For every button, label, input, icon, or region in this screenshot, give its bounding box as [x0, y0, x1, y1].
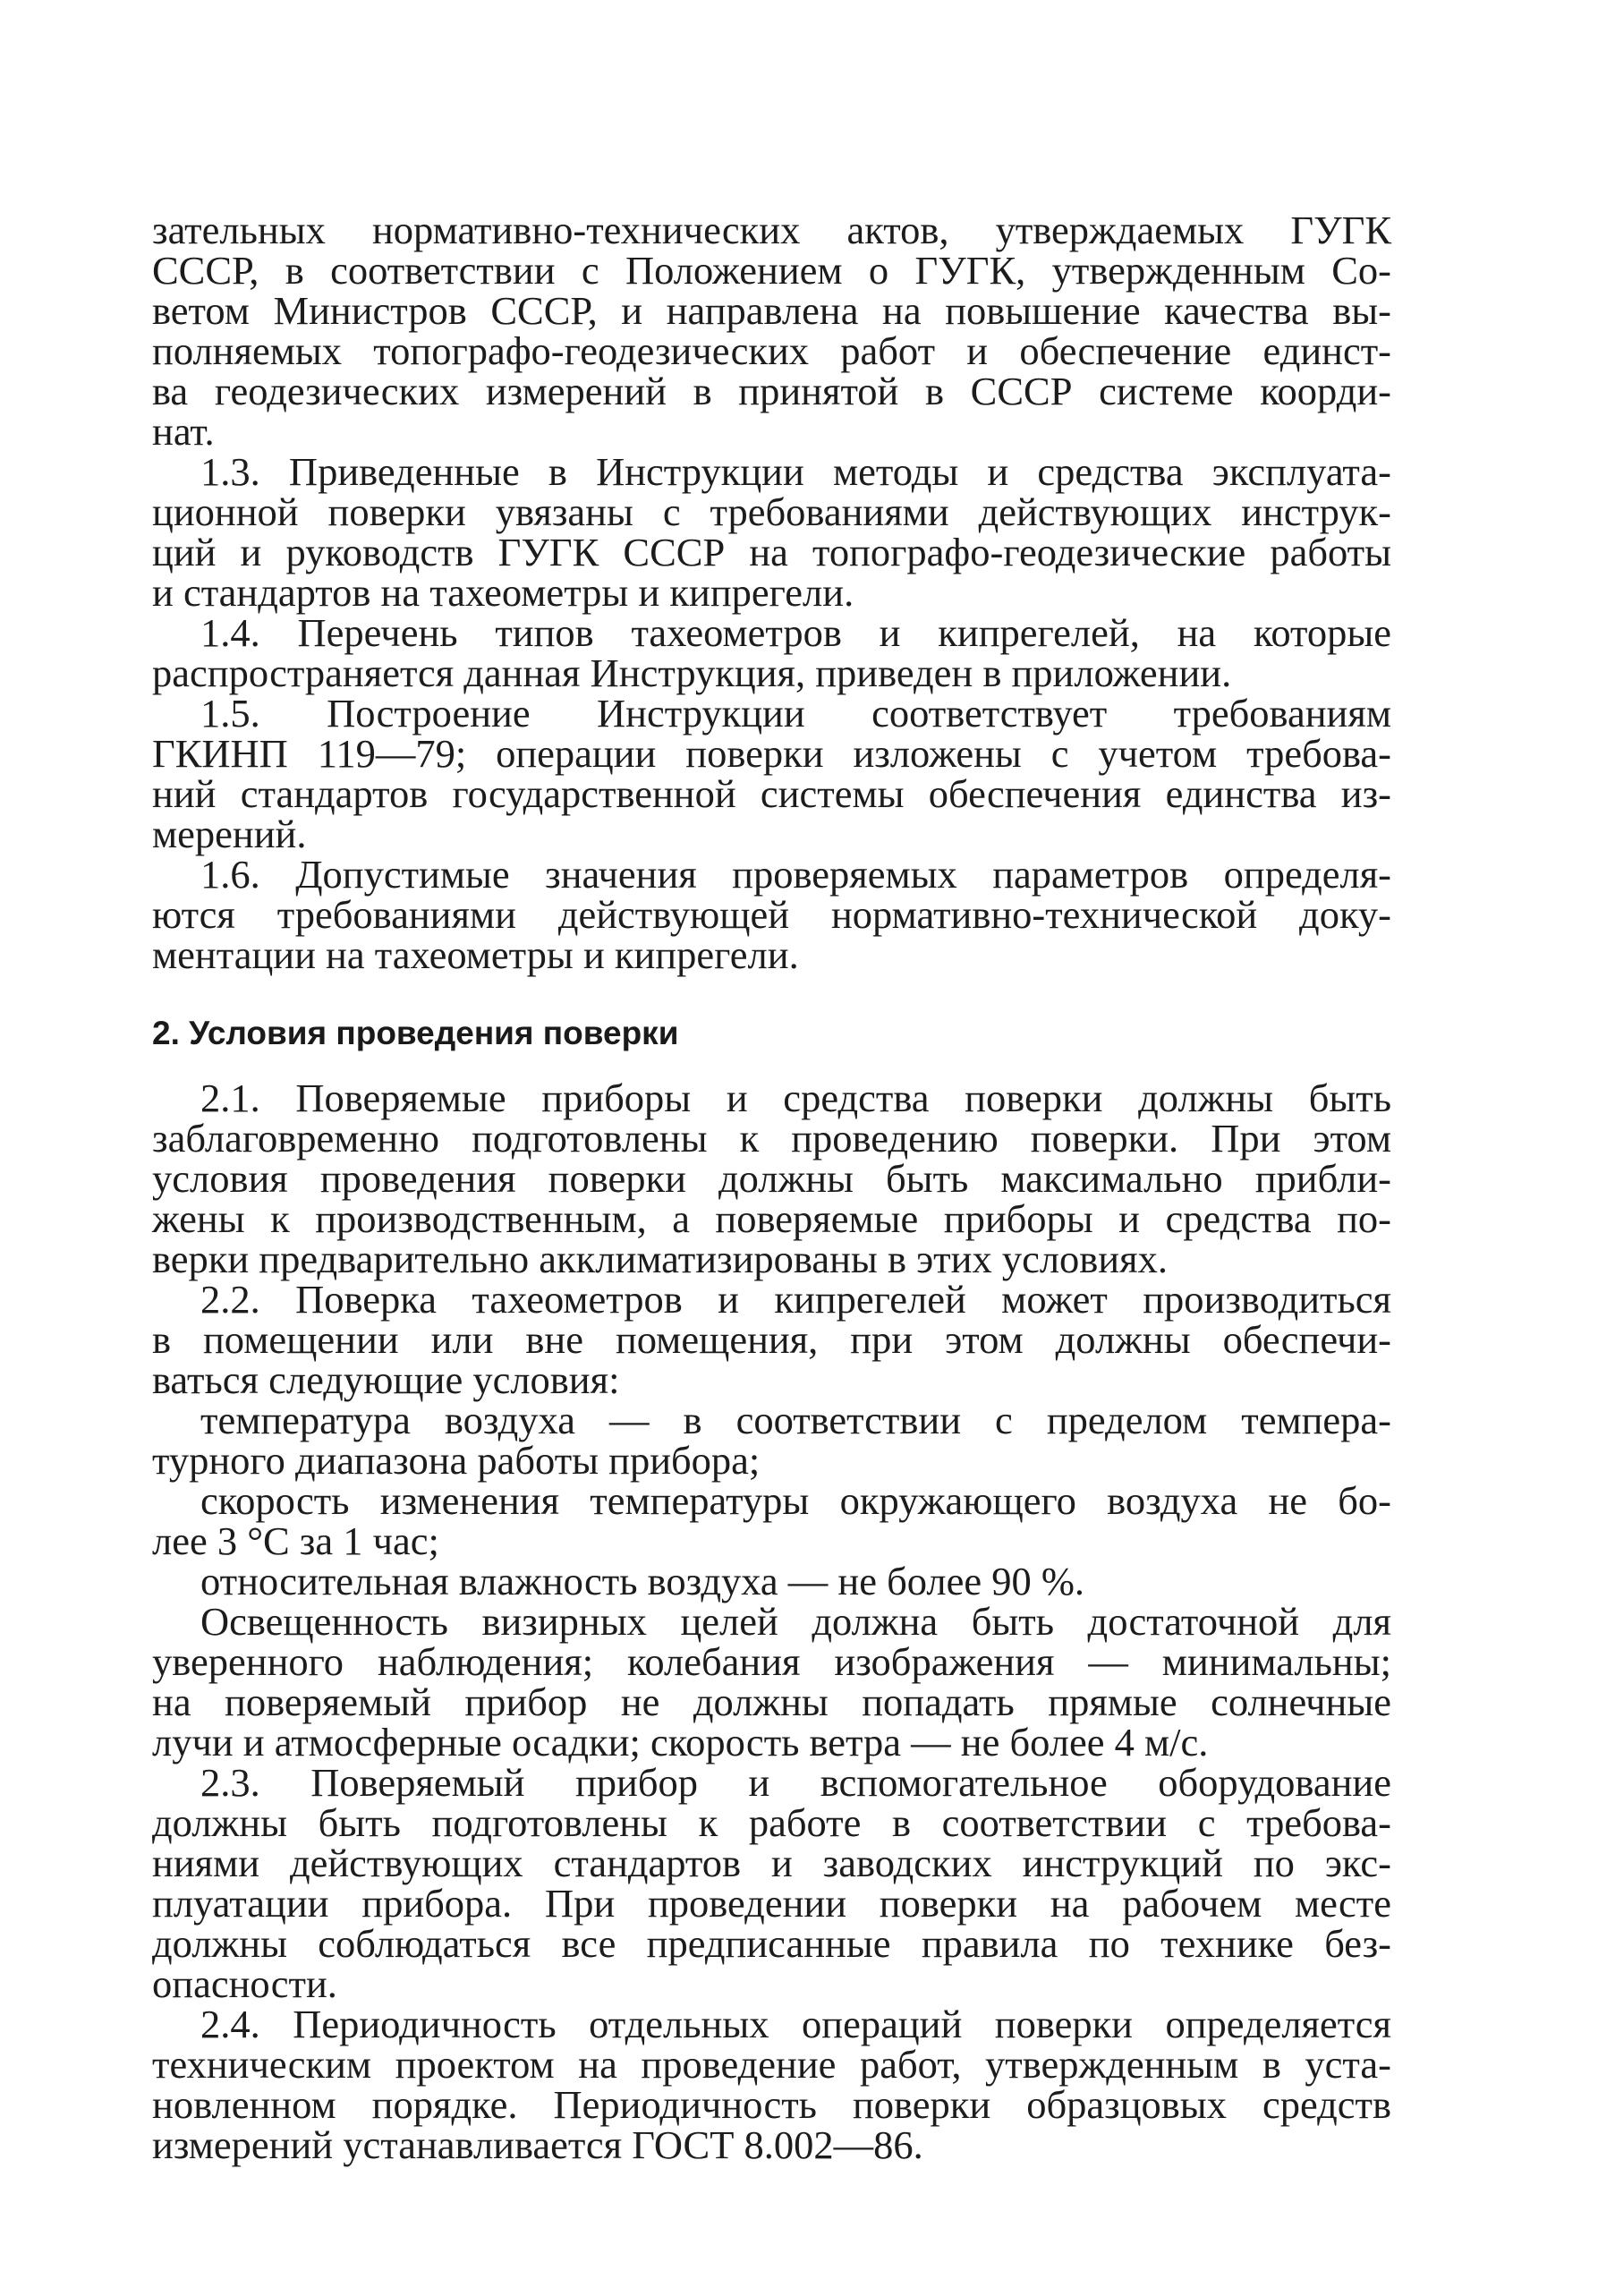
- paragraph-illumination: [152, 1599, 1391, 1765]
- text-line: 1.6. Допустимые значения проверяемых параметров определя-: [200, 852, 1391, 897]
- document-page: [152, 210, 1391, 2165]
- text-line: зательных нормативно-технических актов, утверждаемых ГУГК: [152, 208, 1391, 252]
- condition-temperature-rate: [152, 1478, 1391, 1563]
- paragraph-1-4: [152, 610, 1391, 695]
- text-line: техническим проектом на проведение работ, утвержденным в уста-: [152, 2042, 1391, 2087]
- condition-temperature: [152, 1400, 1391, 1481]
- text-line: 1.5. Построение Инструкции соответствует требованиям: [200, 691, 1391, 736]
- text-line: 1.4. Перечень типов тахеометров и кипрегелей, на которые: [200, 610, 1391, 655]
- paragraph-2-1: [152, 1078, 1391, 1280]
- text-line: новленном порядке. Периодичность поверки образцовых средств: [152, 2082, 1391, 2127]
- text-line: мерений.: [152, 812, 307, 856]
- text-line: заблаговременно подготовлены к проведению поверки. При этом: [152, 1116, 1391, 1161]
- text-line: полняемых топографо-геодезических работ и обеспечение единст-: [152, 328, 1391, 373]
- text-line: опасности.: [152, 1961, 337, 2006]
- text-line: 2.2. Поверка тахеометров и кипрегелей может производиться: [200, 1277, 1391, 1322]
- paragraph-1-5: [152, 693, 1391, 855]
- text-line: верки предварительно акклиматизированы в этих условиях.: [152, 1237, 1168, 1281]
- text-line: ются требованиями действующей нормативно-технической доку-: [152, 892, 1391, 937]
- text-line: 2.3. Поверяемый прибор и вспомогательное оборудование: [200, 1760, 1391, 1805]
- text-line: ционной поверки увязаны с требованиями действующих инструк-: [152, 489, 1391, 534]
- text-line: 1.3. Приведенные в Инструкции методы и средства эксплуата-: [200, 449, 1391, 494]
- paragraph-1-6: [152, 852, 1391, 977]
- text-line: СССР, в соответствии с Положением о ГУГК, утвержденным Со-: [152, 248, 1391, 293]
- text-line: должны соблюдаться все предписанные правила по технике без-: [152, 1921, 1391, 1966]
- text-line: жены к производственным, а поверяемые приборы и средства по-: [152, 1196, 1391, 1241]
- paragraph-2-4: [152, 2004, 1391, 2165]
- text-line: и стандартов на тахеометры и кипрегели.: [152, 570, 854, 615]
- text-line: нат.: [152, 409, 215, 454]
- text-line: 2.1. Поверяемые приборы и средства поверки должны быть: [200, 1076, 1391, 1120]
- text-line: на поверяемый прибор не должны попадать прямые солнечные: [152, 1679, 1391, 1724]
- condition-humidity: [152, 1561, 1391, 1602]
- text-line: уверенного наблюдения; колебания изображения — минимальны;: [152, 1639, 1391, 1684]
- text-line: плуатации прибора. При проведении поверки на рабочем месте: [152, 1881, 1391, 1926]
- text-line: ветом Министров СССР, и направлена на повышение качества вы-: [152, 288, 1391, 333]
- paragraph-1-3: [152, 449, 1391, 615]
- text-line: турного диапазона работы прибора;: [152, 1438, 761, 1483]
- section1-continuation: [152, 210, 1391, 452]
- text-line: ний стандартов государственной системы обеспечения единства из-: [152, 771, 1391, 816]
- text-line: должны быть подготовлены к работе в соответствии с требова-: [152, 1800, 1391, 1845]
- text-line: лучи и атмосферные осадки; скорость ветра — не более 4 м/с.: [152, 1720, 1209, 1765]
- text-line: ГКИНП 119—79; операции поверки изложены с учетом требова-: [152, 731, 1391, 776]
- text-line: относительная влажность воздуха — не более 90 %.: [200, 1559, 1085, 1603]
- text-line: ментации на тахеометры и кипрегели.: [152, 932, 799, 977]
- text-line: лее 3 °С за 1 час;: [152, 1518, 439, 1563]
- text-line: распространяется данная Инструкция, приведен в приложении.: [152, 651, 1232, 695]
- text-line: ниями действующих стандартов и заводских инструкций по экс-: [152, 1841, 1391, 1885]
- text-line: температура воздуха — в соответствии с пределом темпера-: [200, 1398, 1391, 1442]
- text-line: ва геодезических измерений в принятой в СССР системе коорди-: [152, 369, 1391, 413]
- text-line: Освещенность визирных целей должна быть достаточной для: [200, 1599, 1391, 1644]
- paragraph-2-2: [152, 1277, 1391, 1402]
- text-line: скорость изменения температуры окружающего воздуха не бо-: [200, 1478, 1391, 1523]
- text-line: измерений устанавливается ГОСТ 8.002—86.: [152, 2122, 923, 2167]
- text-line: ций и руководств ГУГК СССР на топографо-геодезические работы: [152, 530, 1391, 574]
- section-heading: 2. Условия проведения поверки: [152, 1015, 679, 1051]
- text-line: 2.4. Периодичность отдельных операций поверки определяется: [200, 2002, 1391, 2046]
- text-line: ваться следующие условия:: [152, 1357, 620, 1402]
- text-line: в помещении или вне помещения, при этом должны обеспечи-: [152, 1317, 1391, 1362]
- paragraph-2-3: [152, 1760, 1391, 2006]
- text-line: условия проведения поверки должны быть максимально прибли-: [152, 1156, 1391, 1201]
